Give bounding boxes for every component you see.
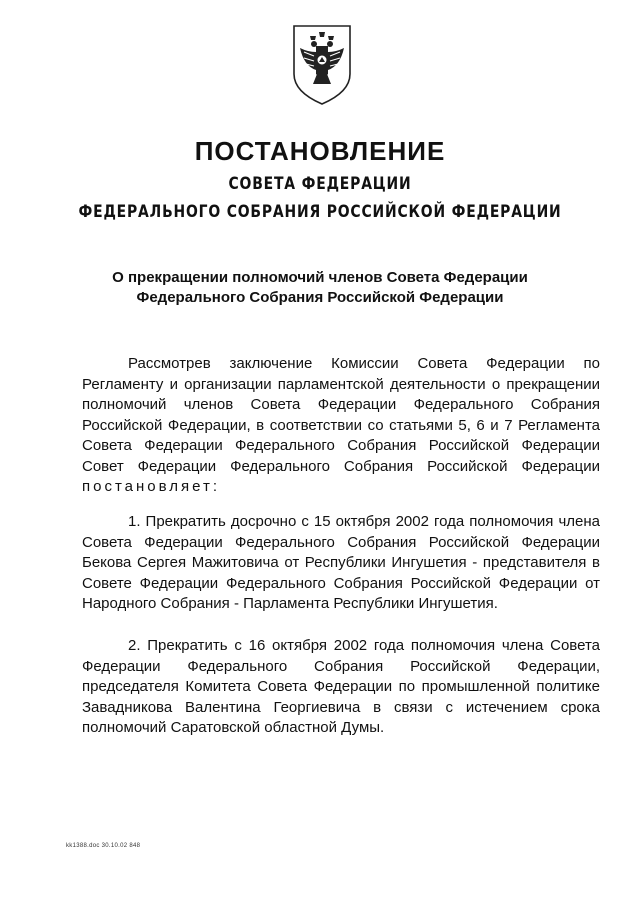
preamble-text: Рассмотрев заключение Комиссии Совета Федерации по Регламенту и организации парламентской деятельности о прекращении полномочий членов Совета Федерации Федерального Собрания Российской Федерации, в соответствии со статьями 5, 6 и 7 Регламента Совета Федерации Федерального Собрания Российской Федерации Совет Федерации Федерального Собрания Российской Федерации xyxy=(82,355,600,475)
subject-line-2: Федерального Собрания Российской Федерации xyxy=(136,289,504,306)
issuer-line-1: СОВЕТА ФЕДЕРАЦИИ xyxy=(228,174,412,194)
item-1-paragraph: 1. Прекратить досрочно с 15 октября 2002 года полномочия члена Совета Федерации Федерального Собрания Российской Федерации Бекова Сергея Мажитовича от Республики Ингушетия - представителя в Совете Федерации Федерального Собрания Российской Федерации от Народного Собрания - Парламента Республики Ингушетия. xyxy=(82,513,600,612)
decree-word: постановляет: xyxy=(82,478,221,495)
subject-line-1: О прекращении полномочий членов Совета Федерации xyxy=(112,269,528,286)
preamble-paragraph xyxy=(82,354,600,498)
russian-coat-of-arms-icon xyxy=(290,22,354,106)
file-reference: kk1388.doc 30.10.02 848 xyxy=(66,843,141,849)
document-title: ПОСТАНОВЛЕНИЕ xyxy=(194,136,446,166)
document-subject xyxy=(0,268,640,308)
issuer-line-2: ФЕДЕРАЛЬНОГО СОБРАНИЯ РОССИЙСКОЙ ФЕДЕРАЦИИ xyxy=(78,202,562,222)
item-2-paragraph: 2. Прекратить с 16 октября 2002 года полномочия члена Совета Федерации Федерального Собрания Российской Федерации, председателя Комитета Совета Федерации по промышленной политике Завадникова Валентина Георгиевича в связи с истечением срока полномочий Саратовской областной Думы. xyxy=(82,637,600,736)
